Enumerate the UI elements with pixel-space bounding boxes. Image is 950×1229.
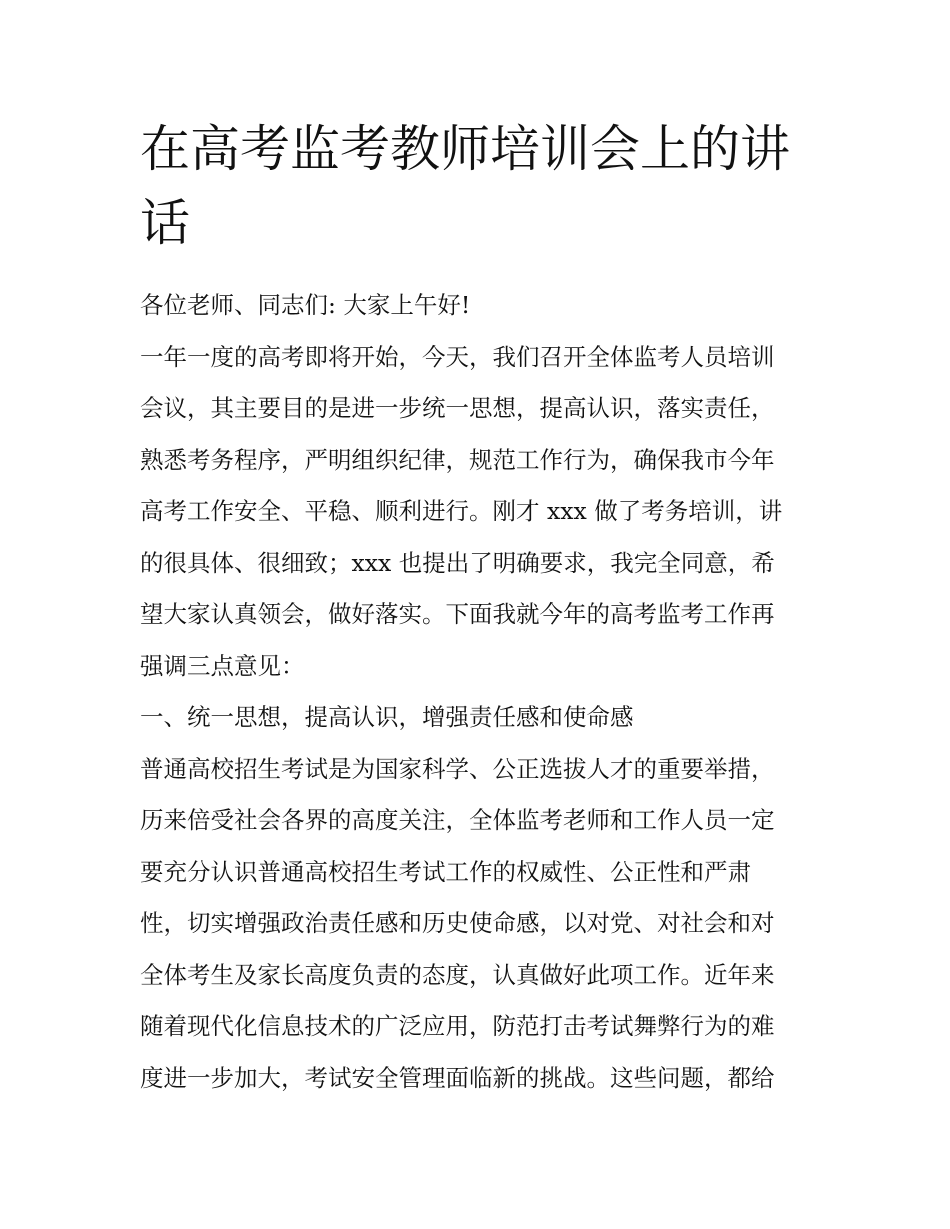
paragraph-line: 高考工作安全、平稳、顺利进行。刚才 xxx 做了考务培训，讲 — [140, 497, 783, 525]
paragraph-line: 望大家认真领会，做好落实。下面我就今年的高考监考工作再 — [140, 600, 775, 628]
paragraph-line: 性，切实增强政治责任感和历史使命感，以对党、对社会和对 — [140, 909, 775, 937]
document-title — [140, 112, 820, 260]
paragraph-line: 要充分认识普通高校招生考试工作的权威性、公正性和严肃 — [140, 857, 751, 886]
document-body — [140, 280, 820, 1104]
title-line: 话 — [140, 194, 190, 252]
paragraph-line: 度进一步加大，考试安全管理面临新的挑战。这些问题，都给 — [140, 1063, 775, 1092]
paragraph-line: 熟悉考务程序，严明组织纪律，规范工作行为，确保我市今年 — [140, 445, 775, 474]
paragraph-line: 普通高校招生考试是为国家科学、公正选拔人才的重要举措， — [140, 754, 775, 783]
paragraph-line: 会议，其主要目的是进一步统一思想，提高认识，落实责任， — [140, 394, 775, 422]
paragraph-line: 历来倍受社会各界的高度关注，全体监考老师和工作人员一定 — [140, 806, 775, 834]
paragraph-line: 强调三点意见： — [140, 651, 305, 680]
title-line: 在高考监考教师培训会上的讲 — [140, 120, 790, 178]
section-heading: 一、统一思想，提高认识，增强责任感和使命感 — [140, 703, 634, 731]
paragraph-line: 全体考生及家长高度负责的态度，认真做好此项工作。近年来 — [140, 960, 775, 989]
paragraph-line: 随着现代化信息技术的广泛应用，防范打击考试舞弊行为的难 — [140, 1012, 775, 1040]
paragraph-line: 一年一度的高考即将开始，今天，我们召开全体监考人员培训 — [140, 342, 775, 371]
paragraph-line: 的很具体、很细致；xxx 也提出了明确要求，我完全同意，希 — [140, 548, 775, 577]
greeting-line: 各位老师、同志们: 大家上午好! — [140, 291, 471, 319]
